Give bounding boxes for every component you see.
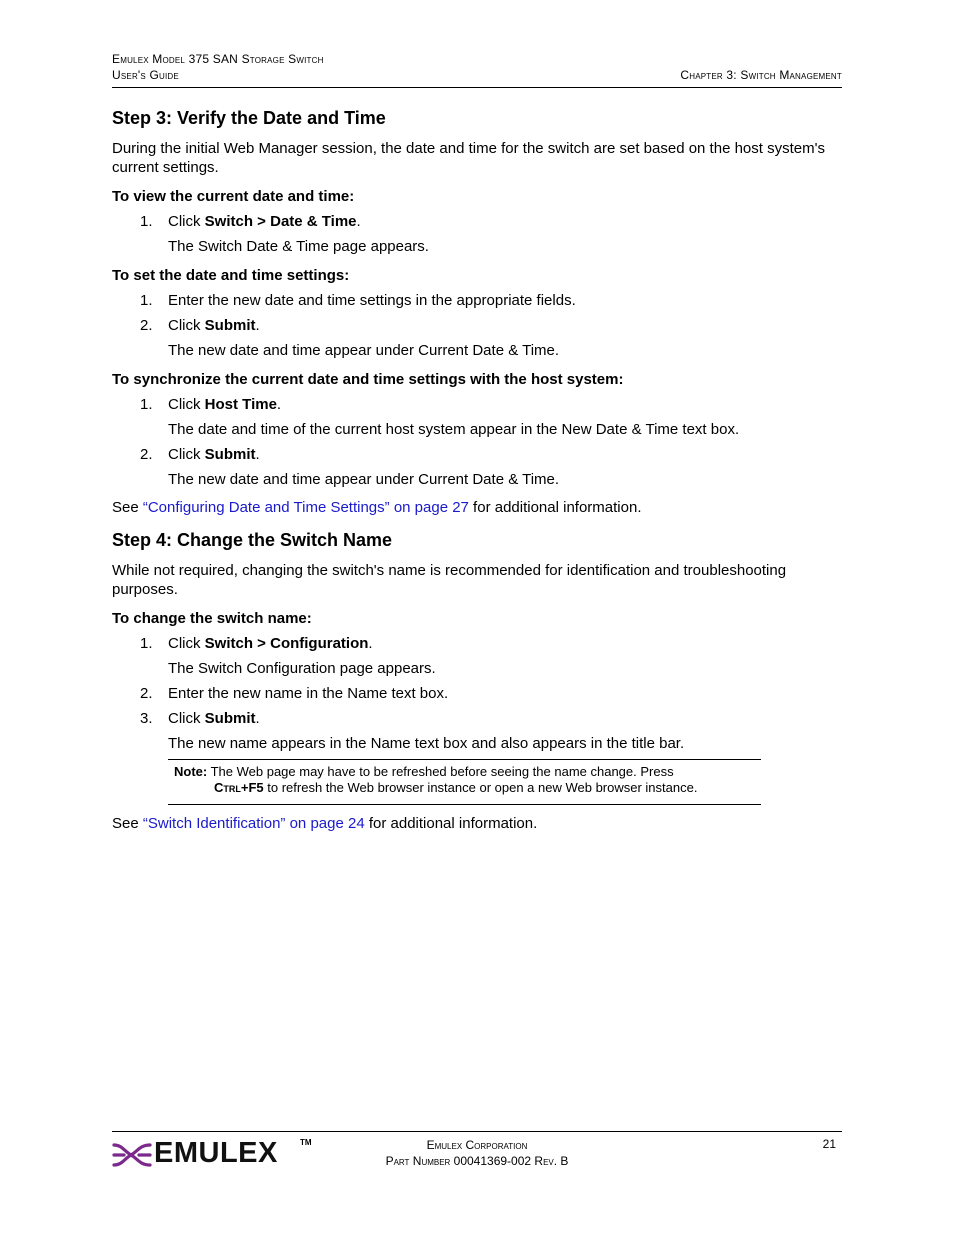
list-item	[112, 291, 842, 310]
step-text-end: .	[255, 317, 260, 334]
step-text-end: .	[255, 710, 260, 727]
step-result: The new date and time appear under Current Date & Time.	[168, 471, 560, 488]
list-item	[112, 212, 842, 231]
button-name: Submit	[204, 446, 256, 463]
step-text: Click	[168, 317, 205, 334]
step-number: 1.	[140, 396, 153, 413]
step-text: Click	[168, 635, 205, 652]
note-text-line2: to refresh the Web browser instance or open a new Web browser instance.	[263, 780, 698, 795]
procedure-title-change-name: To change the switch name:	[112, 610, 312, 627]
procedure-title-set: To set the date and time settings:	[112, 267, 350, 284]
trademark-mark: TM	[300, 1138, 312, 1147]
list-item	[112, 709, 842, 728]
procedure-title-sync: To synchronize the current date and time settings with the host system:	[112, 371, 624, 388]
header-rule	[112, 87, 842, 88]
keyboard-shortcut: Ctrl+F5	[214, 780, 264, 795]
step-text: Click	[168, 213, 205, 230]
step-number: 2.	[140, 685, 153, 702]
section-heading-step3: Step 3: Verify the Date and Time	[112, 108, 386, 128]
step-text-end: .	[368, 635, 373, 652]
menu-path: Switch > Configuration	[204, 635, 369, 652]
page-content	[112, 106, 842, 833]
step-result: The new date and time appear under Current Date & Time.	[168, 342, 560, 359]
see-text-end: for additional information.	[364, 815, 538, 832]
cross-reference	[112, 814, 842, 833]
step-text-end: .	[255, 446, 260, 463]
step-number: 1.	[140, 213, 153, 230]
list-item	[112, 634, 842, 653]
step-number: 2.	[140, 446, 153, 463]
step-result: The date and time of the current host system appear in the New Date & Time text box.	[168, 421, 740, 438]
header-title-line2: User's Guide	[112, 68, 179, 82]
list-item	[112, 445, 842, 464]
see-text-end: for additional information.	[468, 499, 642, 516]
step-number: 1.	[140, 292, 153, 309]
see-text: See	[112, 815, 143, 832]
footer-center	[300, 1137, 654, 1169]
note-text-line1: The Web page may have to be refreshed before seeing the name change. Press	[207, 764, 674, 779]
section-intro-step3: During the initial Web Manager session, the date and time for the switch are set based on the host system's current settings.	[112, 140, 825, 176]
footer-part-number: Part Number 00041369-002 Rev. B	[385, 1154, 569, 1168]
step-result: The Switch Date & Time page appears.	[168, 238, 429, 255]
step-text-end: .	[276, 396, 282, 413]
emulex-logo-mark-icon	[112, 1141, 152, 1169]
button-name: Submit	[204, 710, 256, 727]
list-item	[112, 316, 842, 335]
step-result: The new name appears in the Name text box and also appears in the title bar.	[168, 735, 685, 752]
procedure-title-view: To view the current date and time:	[112, 188, 355, 205]
page-number: 21	[822, 1137, 836, 1151]
button-name: Host Time	[204, 396, 277, 413]
step-text: Enter the new date and time settings in the appropriate fields.	[168, 292, 576, 309]
header-chapter: Chapter 3: Switch Management	[680, 68, 842, 82]
step-text: Click	[168, 710, 205, 727]
emulex-logo	[112, 1138, 312, 1172]
footer-company: Emulex Corporation	[426, 1138, 528, 1152]
list-item	[112, 684, 842, 703]
footer-rule	[112, 1131, 842, 1132]
step-number: 3.	[140, 710, 153, 727]
header-title-line1: Emulex Model 375 SAN Storage Switch	[112, 52, 324, 66]
xref-link-date-time[interactable]: “Configuring Date and Time Settings” on page 27	[142, 499, 469, 516]
button-name: Submit	[204, 317, 256, 334]
xref-link-switch-identification[interactable]: “Switch Identification” on page 24	[142, 815, 365, 832]
logo-wordmark: EMULEX	[154, 1137, 278, 1169]
note-box	[168, 759, 761, 805]
step-result: The Switch Configuration page appears.	[168, 660, 436, 677]
see-text: See	[112, 499, 143, 516]
menu-path: Switch > Date & Time	[204, 213, 357, 230]
list-item	[112, 395, 842, 414]
header-title	[112, 51, 324, 83]
note-label: Note:	[174, 764, 208, 779]
cross-reference	[112, 498, 842, 517]
section-heading-step4: Step 4: Change the Switch Name	[112, 530, 393, 550]
step-number: 1.	[140, 635, 153, 652]
step-text: Enter the new name in the Name text box.	[168, 685, 449, 702]
step-number: 2.	[140, 317, 153, 334]
section-intro-step4: While not required, changing the switch's name is recommended for identification and troubleshooting purposes.	[112, 562, 787, 598]
step-text-end: .	[356, 213, 361, 230]
step-text: Click	[168, 396, 205, 413]
step-text: Click	[168, 446, 205, 463]
